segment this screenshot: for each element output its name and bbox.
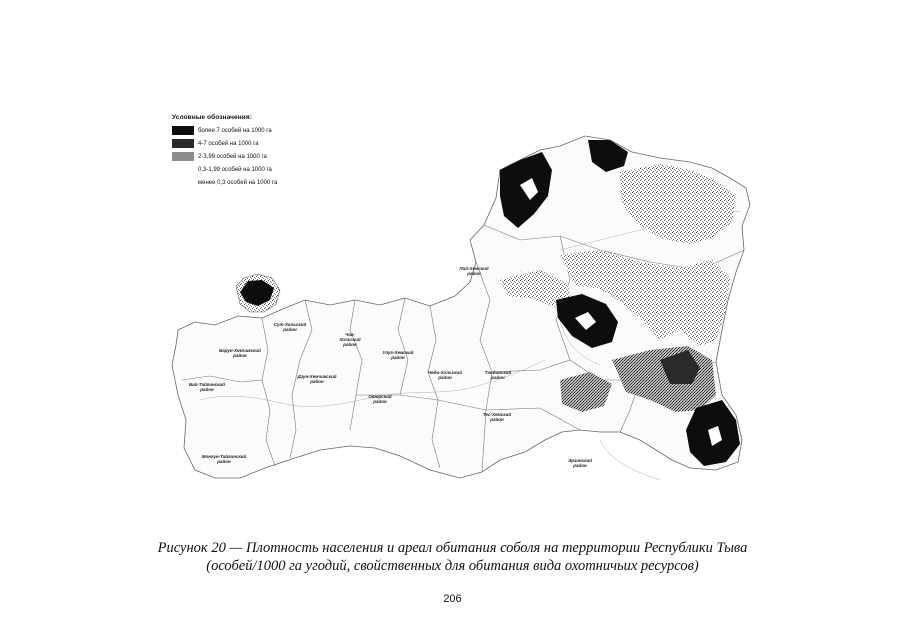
region-label-tandinsky: Тандинский район	[484, 370, 512, 380]
region-label-chedi-khol: Чеди-Хольский район	[427, 370, 463, 380]
legend-item	[172, 137, 352, 150]
legend-swatch-medium	[172, 152, 194, 161]
legend-item	[172, 124, 352, 137]
page-number: 206	[443, 593, 462, 605]
region-label-bai-taiga: Бай-Тайгинский район	[188, 382, 226, 392]
legend-label: более 7 особей на 1000 га	[198, 127, 272, 134]
caption-line-2: (особей/1000 га угодий, свойственных для обитания вида охотничьих ресурсов)	[206, 558, 699, 574]
legend-swatch-medium-high	[172, 139, 194, 148]
legend-swatch-high	[172, 126, 194, 135]
region-label-ulug-khem: Улуг-Хемский район	[382, 350, 414, 360]
legend-label: менее 0,3 особей на 1000 га	[198, 179, 278, 186]
region-label-sut-khol: Сут-Хольский район	[273, 322, 307, 332]
region-label-ovyur: Овюрский район	[368, 394, 392, 404]
region-label-dzun-khemchik: Дзун-Хемчикский район	[297, 374, 337, 384]
legend-label: 4-7 особей на 1000 га	[198, 140, 259, 147]
legend-swatch-low	[172, 165, 194, 174]
region-label-piy-khem: Пий-Хемский район	[459, 266, 489, 276]
region-label-tes-khem: Тес-Хемский район	[482, 412, 512, 422]
figure-caption	[0, 539, 905, 575]
region-label-erzin: Эрзинский район	[568, 458, 592, 468]
map-legend	[172, 114, 352, 189]
legend-item	[172, 176, 352, 189]
region-label-barun-khemchik: Барун-Хемчикский район	[219, 348, 261, 358]
region-label-chaa-khol: Чаа- Хольский район	[339, 332, 361, 347]
legend-item	[172, 150, 352, 163]
legend-title: Условные обозначения:	[172, 114, 253, 121]
legend-item	[172, 163, 352, 176]
legend-label: 0,3-1,99 особей на 1000 га	[198, 166, 272, 173]
region-label-mongun-taiga: Монгун-Тайгинский район	[201, 454, 247, 464]
legend-label: 2-3,99 особей на 1000 га	[198, 153, 267, 160]
caption-line-1: Рисунок 20 — Плотность населения и ареал обитания соболя на территории Республики Тыва	[157, 540, 748, 556]
legend-swatch-very-low	[172, 178, 194, 187]
